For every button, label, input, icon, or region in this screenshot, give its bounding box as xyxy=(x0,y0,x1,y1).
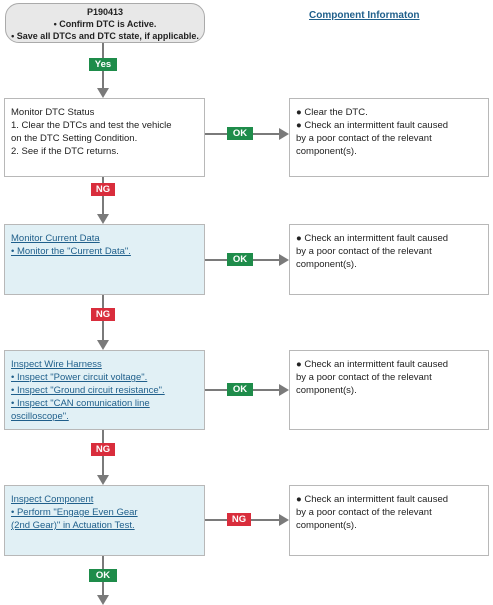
arrow-right-icon xyxy=(279,384,289,396)
ng-badge: NG xyxy=(91,443,115,456)
step-title-link[interactable]: Monitor Current Data xyxy=(11,233,100,244)
step-inspect-component xyxy=(4,485,205,556)
result-line: by a poor contact of the relevant xyxy=(296,246,432,258)
component-information-link[interactable]: Component Informaton xyxy=(309,10,420,21)
ng-badge: NG xyxy=(91,183,115,196)
step-line: 2. See if the DTC returns. xyxy=(11,146,119,158)
result-line: by a poor contact of the relevant xyxy=(296,507,432,519)
yes-badge: Yes xyxy=(89,58,117,71)
dtc-code: P190413 xyxy=(86,7,124,17)
result-box xyxy=(289,98,489,177)
result-box xyxy=(289,224,489,295)
start-box xyxy=(5,3,205,43)
step-monitor-current-data xyxy=(4,224,205,295)
step-title-link[interactable]: Inspect Wire Harness xyxy=(11,359,102,370)
result-line: component(s). xyxy=(296,520,357,532)
result-line: component(s). xyxy=(296,146,357,158)
step-title-link[interactable]: Inspect Component xyxy=(11,494,94,505)
result-line: by a poor contact of the relevant xyxy=(296,372,432,384)
inspect-can-oscilloscope-link[interactable]: • Inspect "CAN comunication line xyxy=(11,398,150,410)
actuation-test-link-cont[interactable]: (2nd Gear)" in Actuation Test. xyxy=(11,520,135,532)
result-line: ● Clear the DTC. xyxy=(296,107,368,118)
arrow-right-icon xyxy=(279,128,289,140)
arrow-down-icon xyxy=(97,214,109,224)
arrow-down-icon xyxy=(97,475,109,485)
ok-badge: OK xyxy=(227,253,253,266)
step-title: Monitor DTC Status xyxy=(11,107,95,118)
step-line: 1. Clear the DTCs and test the vehicle xyxy=(11,120,172,132)
arrow-right-icon xyxy=(279,254,289,266)
ok-badge: OK xyxy=(227,383,253,396)
ng-badge: NG xyxy=(227,513,251,526)
arrow-down-icon xyxy=(97,595,109,605)
step-line: on the DTC Setting Condition. xyxy=(11,133,138,145)
result-line: component(s). xyxy=(296,385,357,397)
step-monitor-dtc-status xyxy=(4,98,205,177)
ok-badge: OK xyxy=(89,569,117,582)
result-line: ● Check an intermittent fault caused xyxy=(296,359,449,370)
result-line: ● Check an intermittent fault caused xyxy=(296,120,449,132)
result-box xyxy=(289,485,489,556)
step-inspect-wire-harness xyxy=(4,350,205,430)
result-line: component(s). xyxy=(296,259,357,271)
arrow-down-icon xyxy=(97,340,109,350)
ng-badge: NG xyxy=(91,308,115,321)
arrow-right-icon xyxy=(279,514,289,526)
result-line: ● Check an intermittent fault caused xyxy=(296,233,449,244)
arrow-down-icon xyxy=(97,88,109,98)
inspect-can-oscilloscope-link-cont[interactable]: oscilloscope". xyxy=(11,411,69,423)
ok-badge: OK xyxy=(227,127,253,140)
result-line: by a poor contact of the relevant xyxy=(296,133,432,145)
actuation-test-link[interactable]: • Perform "Engage Even Gear xyxy=(11,507,138,519)
result-box xyxy=(289,350,489,430)
monitor-current-data-link[interactable]: • Monitor the "Current Data". xyxy=(11,246,131,258)
start-line-save: • Save all DTCs and DTC state, if applicable. xyxy=(11,31,199,41)
inspect-ground-resistance-link[interactable]: • Inspect "Ground circuit resistance". xyxy=(11,385,165,397)
inspect-power-voltage-link[interactable]: • Inspect "Power circuit voltage". xyxy=(11,372,148,384)
result-line: ● Check an intermittent fault caused xyxy=(296,494,449,505)
start-line-confirm: • Confirm DTC is Active. xyxy=(53,19,157,29)
